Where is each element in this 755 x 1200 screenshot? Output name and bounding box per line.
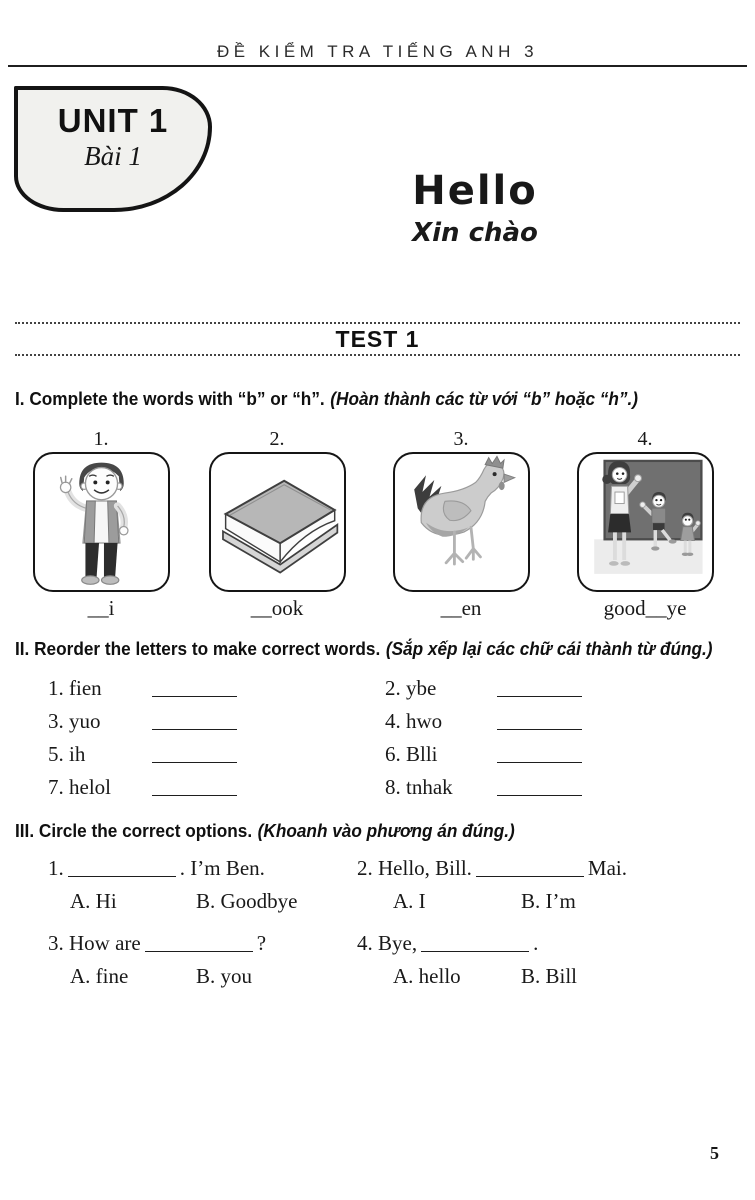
answer-blank: [497, 678, 582, 697]
word-with-blank: __ook: [250, 596, 304, 620]
section2-heading-vi: (Sắp xếp lại các chữ cái thành từ đúng.): [385, 638, 713, 659]
question-text: 1.: [48, 856, 64, 880]
question-text: 4. Bye,: [357, 931, 418, 955]
picture-frame: [577, 452, 714, 592]
question-text: Mai.: [587, 856, 627, 880]
answer-blank: [476, 862, 584, 877]
answer-blank: [152, 711, 237, 730]
scramble-item: 7. helol: [48, 775, 111, 799]
option-a: A. Hi: [70, 889, 117, 913]
question-text: .: [533, 931, 539, 955]
picture-card-2: [207, 428, 347, 621]
page-number: 5: [710, 1143, 719, 1163]
hen-illustration: [395, 454, 528, 590]
answer-blank: [497, 777, 582, 796]
question-text: . I’m Ben.: [179, 856, 265, 880]
answer-blank: [145, 937, 253, 952]
section3-heading: [15, 820, 515, 842]
unit-badge: [14, 86, 212, 212]
option-a: A. fine: [70, 964, 129, 988]
picture-card-3: [391, 428, 531, 621]
answer-blank: [497, 711, 582, 730]
scramble-item: 5. ih: [48, 742, 86, 766]
dotted-rule-top: [15, 322, 740, 324]
picture-card-4: [575, 428, 715, 621]
book-header-title: ĐỀ KIỂM TRA TIẾNG ANH 3: [216, 42, 539, 61]
question-text: ?: [256, 931, 267, 955]
teacher-goodbye-illustration: [579, 454, 712, 590]
option-b: B. you: [196, 964, 253, 988]
scramble-item: 8. tnhak: [385, 775, 453, 799]
scramble-item: 1. fien: [48, 676, 102, 700]
boy-waving-illustration: [35, 454, 168, 590]
question-3: [48, 931, 266, 956]
section1-heading-en: I. Complete the words with “b” or “h”.: [15, 388, 325, 409]
option-a: A. I: [393, 889, 426, 913]
section2-heading-en: II. Reorder the letters to make correct words.: [15, 638, 381, 659]
answer-blank: [152, 678, 237, 697]
picture-number: 3.: [453, 428, 469, 450]
unit-subtitle: Bài 1: [84, 140, 142, 171]
header-rule: [8, 65, 747, 67]
answer-blank: [152, 777, 237, 796]
picture-frame: [33, 452, 170, 592]
test-banner: TEST 1: [335, 326, 420, 352]
lesson-title-english: Hello: [412, 168, 538, 214]
picture-frame: [209, 452, 346, 592]
picture-frame: [393, 452, 530, 592]
option-a: A. hello: [393, 964, 461, 988]
question-1: [48, 856, 265, 881]
picture-number: 4.: [637, 428, 653, 450]
picture-number: 2.: [269, 428, 285, 450]
section3-heading-vi: (Khoanh vào phương án đúng.): [257, 820, 515, 841]
question-2: [357, 856, 627, 881]
answer-blank: [497, 744, 582, 763]
scramble-item: 4. hwo: [385, 709, 443, 733]
dotted-rule-bottom: [15, 354, 740, 356]
answer-blank: [68, 862, 176, 877]
question-text: 2. Hello, Bill.: [357, 856, 472, 880]
section3-heading-en: III. Circle the correct options.: [15, 820, 253, 841]
book-illustration: [211, 454, 344, 590]
section1-heading: [15, 388, 638, 410]
option-b: B. Goodbye: [196, 889, 298, 913]
word-with-blank: good__ye: [603, 596, 687, 620]
answer-blank: [152, 744, 237, 763]
section1-heading-vi: (Hoàn thành các từ với “b” hoặc “h”.): [330, 388, 639, 409]
lesson-title-vietnamese: Xin chào: [412, 218, 538, 248]
picture-card-1: [31, 428, 171, 621]
word-with-blank: __i: [87, 596, 115, 620]
question-text: 3. How are: [48, 931, 141, 955]
word-with-blank: __en: [440, 596, 482, 620]
scramble-item: 3. yuo: [48, 709, 101, 733]
section2-heading: [15, 638, 713, 660]
answer-blank: [421, 937, 529, 952]
option-b: B. Bill: [521, 964, 578, 988]
option-b: B. I’m: [521, 889, 576, 913]
scramble-item: 6. Blli: [385, 742, 438, 766]
picture-number: 1.: [93, 428, 109, 450]
unit-title: UNIT 1: [57, 102, 169, 139]
question-4: [357, 931, 538, 956]
scramble-item: 2. ybe: [385, 676, 437, 700]
